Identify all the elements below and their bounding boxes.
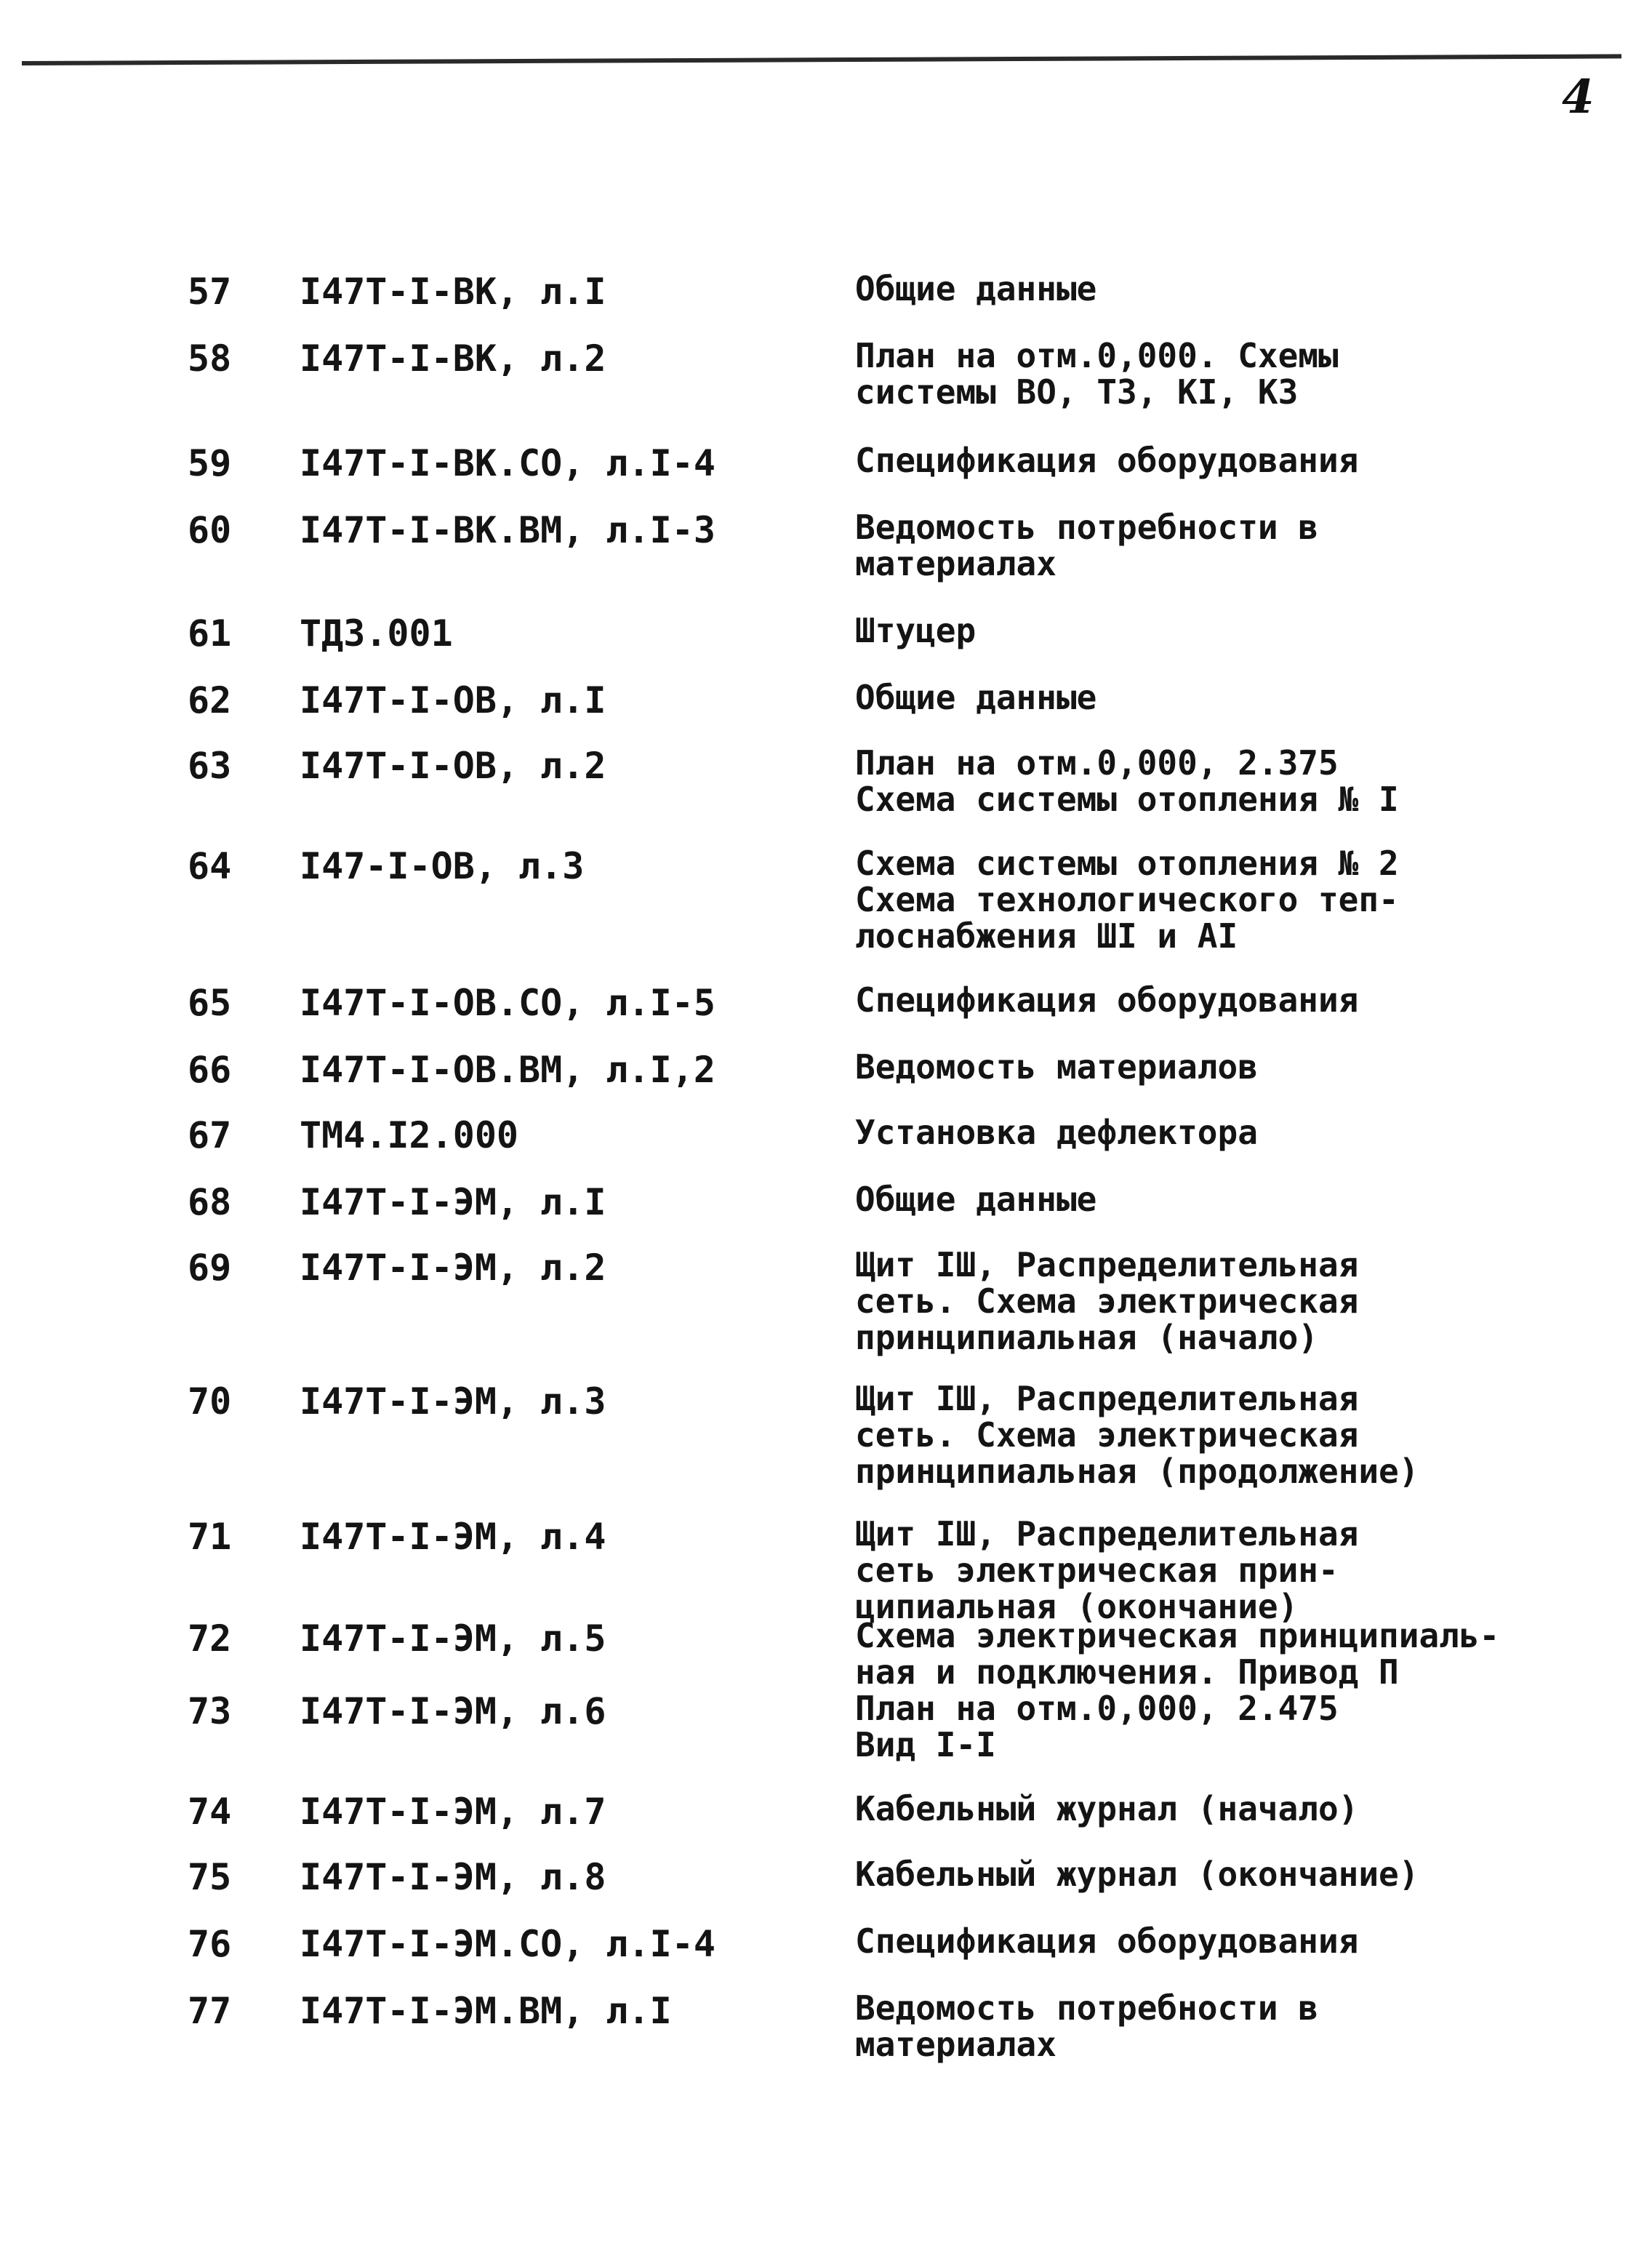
document-code: I47-I-ОВ, л.3 [300,845,585,887]
item-number: 76 [188,1923,232,1965]
document-title [855,1181,1611,1217]
document-title [855,1049,1611,1085]
document-title-line: Штуцер [855,611,977,650]
item-number: 72 [188,1617,232,1660]
document-title-line: Щит IШ, Распределительная [855,1514,1359,1553]
document-title-line: принципиальная (продолжение) [855,1452,1419,1491]
document-title-line: Общие данные [855,1180,1097,1219]
document-title-line: План на отм.0,000, 2.375 [855,743,1339,783]
document-title-line: сеть. Схема электрическая [855,1281,1359,1321]
document-title-line: ципиальная (окончание) [855,1587,1299,1626]
document-title-line: Схема системы отопления № 2 [855,844,1399,883]
page-number: 4 [1562,70,1595,124]
document-title-line: Щит IШ, Распределительная [855,1245,1359,1284]
document-title-line: Вид I-I [855,1725,996,1764]
document-title-line: лоснабжения ШI и АI [855,916,1238,956]
document-title [855,679,1611,716]
document-code: I47Т-I-ВК, л.I [300,271,606,313]
document-title [855,845,1611,954]
document-code: I47Т-I-ВК.ВМ, л.I-3 [300,509,715,551]
document-title-line: сеть электрическая прин- [855,1551,1339,1590]
document-title-line: системы ВО, ТЗ, КI, КЗ [855,372,1299,412]
document-title-line: материалах [855,2025,1056,2064]
item-number: 60 [188,509,232,551]
document-title-line: принципиальная (начало) [855,1318,1318,1357]
item-number: 61 [188,612,232,655]
document-title-line: Спецификация оборудования [855,441,1359,480]
document-title [855,442,1611,479]
document-code: ТДЗ.001 [300,612,453,655]
document-title-line: ная и подключения. Привод П [855,1652,1399,1692]
item-number: 62 [188,679,232,721]
item-number: 64 [188,845,232,887]
document-code: I47Т-I-ОВ.СО, л.I-5 [300,982,715,1024]
document-title-line: Спецификация оборудования [855,980,1359,1020]
document-title [855,1690,1611,1763]
document-title [855,745,1611,817]
document-title-line: Схема электрическая принципиаль- [855,1616,1500,1655]
document-code: I47Т-I-ОВ, л.I [300,679,606,721]
document-code: I47Т-I-ЭМ, л.8 [300,1856,606,1898]
document-title-line: Общие данные [855,269,1097,308]
document-title [855,1990,1611,2063]
document-code: I47Т-I-ВК.СО, л.I-4 [300,442,715,484]
document-code: I47Т-I-ОВ.ВМ, л.I,2 [300,1049,715,1091]
item-number: 75 [188,1856,232,1898]
document-title [855,982,1611,1018]
document-title [855,1114,1611,1151]
item-number: 65 [188,982,232,1024]
document-title [855,509,1611,582]
document-title [855,1617,1611,1690]
document-code: I47Т-I-ЭМ, л.5 [300,1617,606,1660]
document-code: I47Т-I-ЭМ, л.2 [300,1247,606,1289]
document-title-line: материалах [855,544,1056,583]
document-title [855,1856,1611,1892]
item-number: 69 [188,1247,232,1289]
document-code: I47Т-I-ЭМ, л.4 [300,1516,606,1558]
item-number: 63 [188,745,232,787]
document-title-line: Ведомость материалов [855,1047,1258,1087]
document-title-line: Спецификация оборудования [855,1921,1359,1961]
document-title-line: Схема системы отопления № I [855,780,1399,819]
document-title [855,1923,1611,1959]
document-code: ТМ4.I2.000 [300,1114,519,1156]
document-title-line: Кабельный журнал (начало) [855,1789,1359,1828]
document-code: I47Т-I-ОВ, л.2 [300,745,606,787]
document-title-line: План на отм.0,000, 2.475 [855,1689,1339,1728]
item-number: 67 [188,1114,232,1156]
item-number: 71 [188,1516,232,1558]
document-title-line: Схема технологического теп- [855,880,1399,919]
document-title-line: План на отм.0,000. Схемы [855,336,1339,375]
document-code: I47Т-I-ЭМ, л.3 [300,1380,606,1423]
document-title-line: Щит IШ, Распределительная [855,1379,1359,1418]
document-code: I47Т-I-ЭМ, л.I [300,1181,606,1223]
document-code: I47Т-I-ЭМ, л.7 [300,1791,606,1833]
item-number: 74 [188,1791,232,1833]
document-code: I47Т-I-ВК, л.2 [300,337,606,380]
item-number: 73 [188,1690,232,1732]
document-title-line: Ведомость потребности в [855,1988,1318,2028]
item-number: 77 [188,1990,232,2032]
document-title [855,1516,1611,1625]
item-number: 66 [188,1049,232,1091]
item-number: 68 [188,1181,232,1223]
document-code: I47Т-I-ЭМ.ВМ, л.I [300,1990,672,2032]
document-code: I47Т-I-ЭМ, л.6 [300,1690,606,1732]
document-title-line: Установка дефлектора [855,1113,1258,1152]
item-number: 70 [188,1380,232,1423]
document-title [855,1247,1611,1356]
item-number: 58 [188,337,232,380]
item-number: 57 [188,271,232,313]
document-title-line: Общие данные [855,678,1097,717]
document-code: I47Т-I-ЭМ.СО, л.I-4 [300,1923,715,1965]
document-title [855,1380,1611,1489]
document-title [855,1791,1611,1827]
item-number: 59 [188,442,232,484]
document-title [855,337,1611,410]
document-title [855,271,1611,307]
document-title-line: Кабельный журнал (окончание) [855,1855,1419,1894]
document-title-line: сеть. Схема электрическая [855,1415,1359,1455]
document-title [855,612,1611,649]
document-title-line: Ведомость потребности в [855,508,1318,547]
